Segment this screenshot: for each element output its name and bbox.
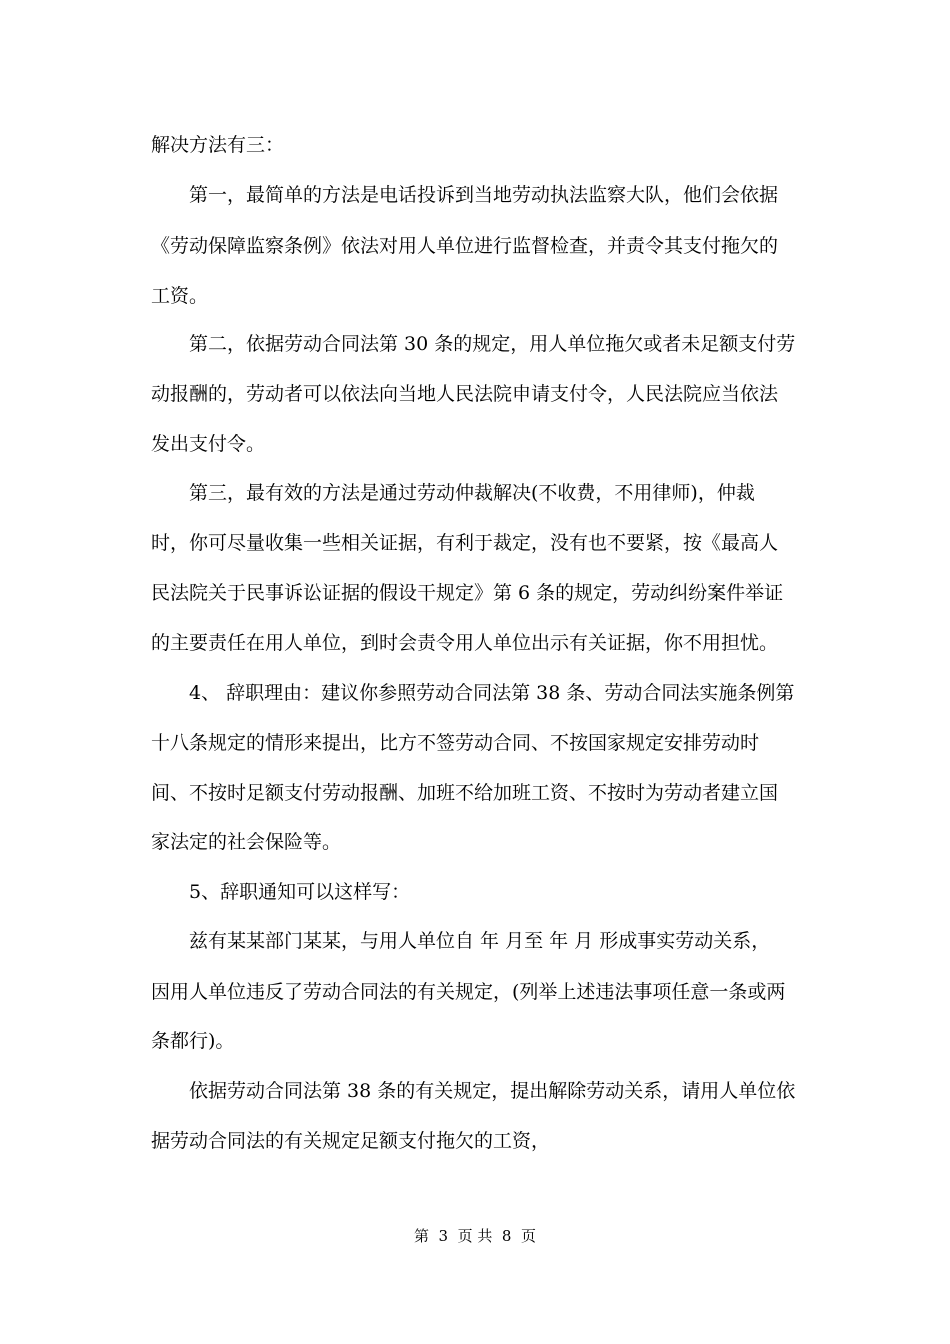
page-number-footer: 第 3 页 共 8 页 <box>414 1227 536 1245</box>
doc-line-20: 依据劳动合同法第 38 条的有关规定，提出解除劳动关系，请用人单位依 <box>189 1080 796 1102</box>
doc-line-05: 第二，依据劳动合同法第 30 条的规定，用人单位拖欠或者未足额支付劳 <box>189 333 796 355</box>
doc-line-01: 解决方法有三： <box>151 134 285 156</box>
doc-line-06: 动报酬的，劳动者可以依法向当地人民法院申请支付令，人民法院应当依法 <box>151 383 779 405</box>
doc-line-16: 5、辞职通知可以这样写： <box>189 881 411 903</box>
doc-line-03: 《劳动保障监察条例》依法对用人单位进行监督检查，并责令其支付拖欠的 <box>151 235 779 257</box>
doc-line-04: 工资。 <box>151 285 209 307</box>
doc-line-08: 第三，最有效的方法是通过劳动仲裁解决(不收费，不用律师)，仲裁 <box>189 482 755 504</box>
doc-line-07: 发出支付令。 <box>151 433 266 455</box>
doc-line-11: 的主要责任在用人单位，到时会责令用人单位出示有关证据，你不用担忧。 <box>151 632 779 654</box>
doc-line-21: 据劳动合同法的有关规定足额支付拖欠的工资， <box>151 1130 551 1152</box>
doc-line-19: 条都行)。 <box>151 1030 235 1052</box>
doc-line-17: 兹有某某部门某某，与用人单位自 年 月至 年 月 形成事实劳动关系， <box>189 930 771 952</box>
doc-line-02: 第一，最简单的方法是电话投诉到当地劳动执法监察大队，他们会依据 <box>189 184 779 206</box>
doc-line-14: 间、不按时足额支付劳动报酬、加班不给加班工资、不按时为劳动者建立国 <box>151 782 779 804</box>
doc-line-13: 十八条规定的情形来提出，比方不签劳动合同、不按国家规定安排劳动时 <box>151 732 760 754</box>
doc-line-10: 民法院关于民事诉讼证据的假设干规定》第 6 条的规定，劳动纠纷案件举证 <box>151 582 784 604</box>
doc-line-12: 4、 辞职理由：建议你参照劳动合同法第 38 条、劳动合同法实施条例第 <box>189 682 795 704</box>
doc-line-09: 时，你可尽量收集一些相关证据，有利于裁定，没有也不要紧，按《最高人 <box>151 532 779 554</box>
doc-line-18: 因用人单位违反了劳动合同法的有关规定，(列举上述违法事项任意一条或两 <box>151 981 786 1003</box>
doc-line-15: 家法定的社会保险等。 <box>151 831 342 853</box>
